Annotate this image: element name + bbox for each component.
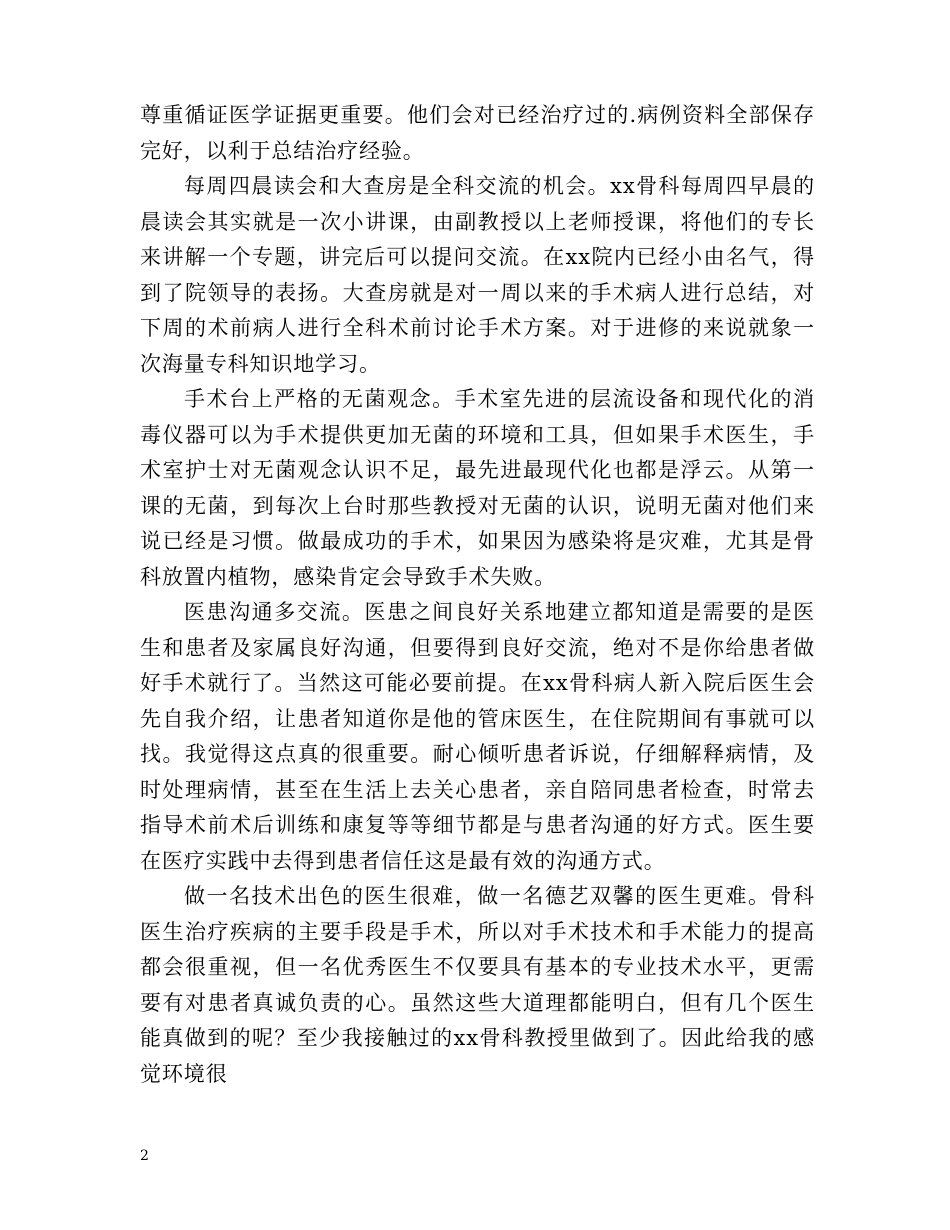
paragraph-1: 尊重循证医学证据更重要。他们会对已经治疗过的.病例资料全部保存完好，以利于总结治疗经验。	[140, 103, 815, 163]
paragraph-5: 做一名技术出色的医生很难，做一名德艺双馨的医生更难。骨科医生治疗疾病的主要手段是手术，所以对手术技术和手术能力的提高都会很重视，但一名优秀医生不仅要具有基本的专业技术水平，更需要有对患者真诚负责的心。虽然这些大道理都能明白，但有几个医生能真做到的呢？至少我接触过的xx骨科教授里做到了。因此给我的感觉环境很	[140, 884, 815, 1086]
paragraph-2: 每周四晨读会和大查房是全科交流的机会。xx骨科每周四早晨的晨读会其实就是一次小讲课，由副教授以上老师授课，将他们的专长来讲解一个专题，讲完后可以提问交流。在xx院内已经小由名气，得到了院领导的表扬。大查房就是对一周以来的手术病人进行总结，对下周的术前病人进行全科术前讨论手术方案。对于进修的来说就象一次海量专科知识地学习。	[140, 174, 815, 376]
paragraph-3: 手术台上严格的无菌观念。手术室先进的层流设备和现代化的消毒仪器可以为手术提供更加无菌的环境和工具，但如果手术医生，手术室护士对无菌观念认识不足，最先进最现代化也都是浮云。从第一课的无菌，到每次上台时那些教授对无菌的认识，说明无菌对他们来说已经是习惯。做最成功的手术，如果因为感染将是灾难，尤其是骨科放置内植物，感染肯定会导致手术失败。	[140, 387, 815, 589]
paragraph-4: 医患沟通多交流。医患之间良好关系地建立都知道是需要的是医生和患者及家属良好沟通，但要得到良好交流，绝对不是你给患者做好手术就行了。当然这可能必要前提。在xx骨科病人新入院后医生会先自我介绍，让患者知道你是他的管床医生，在住院期间有事就可以找。我觉得这点真的很重要。耐心倾听患者诉说，仔细解释病情，及时处理病情，甚至在生活上去关心患者，亲自陪同患者检查，时常去指导术前术后训练和康复等等细节都是与患者沟通的好方式。医生要在医疗实践中去得到患者信任这是最有效的沟通方式。	[140, 600, 815, 873]
page-number: 2	[140, 1148, 149, 1164]
document-body	[140, 98, 815, 1092]
